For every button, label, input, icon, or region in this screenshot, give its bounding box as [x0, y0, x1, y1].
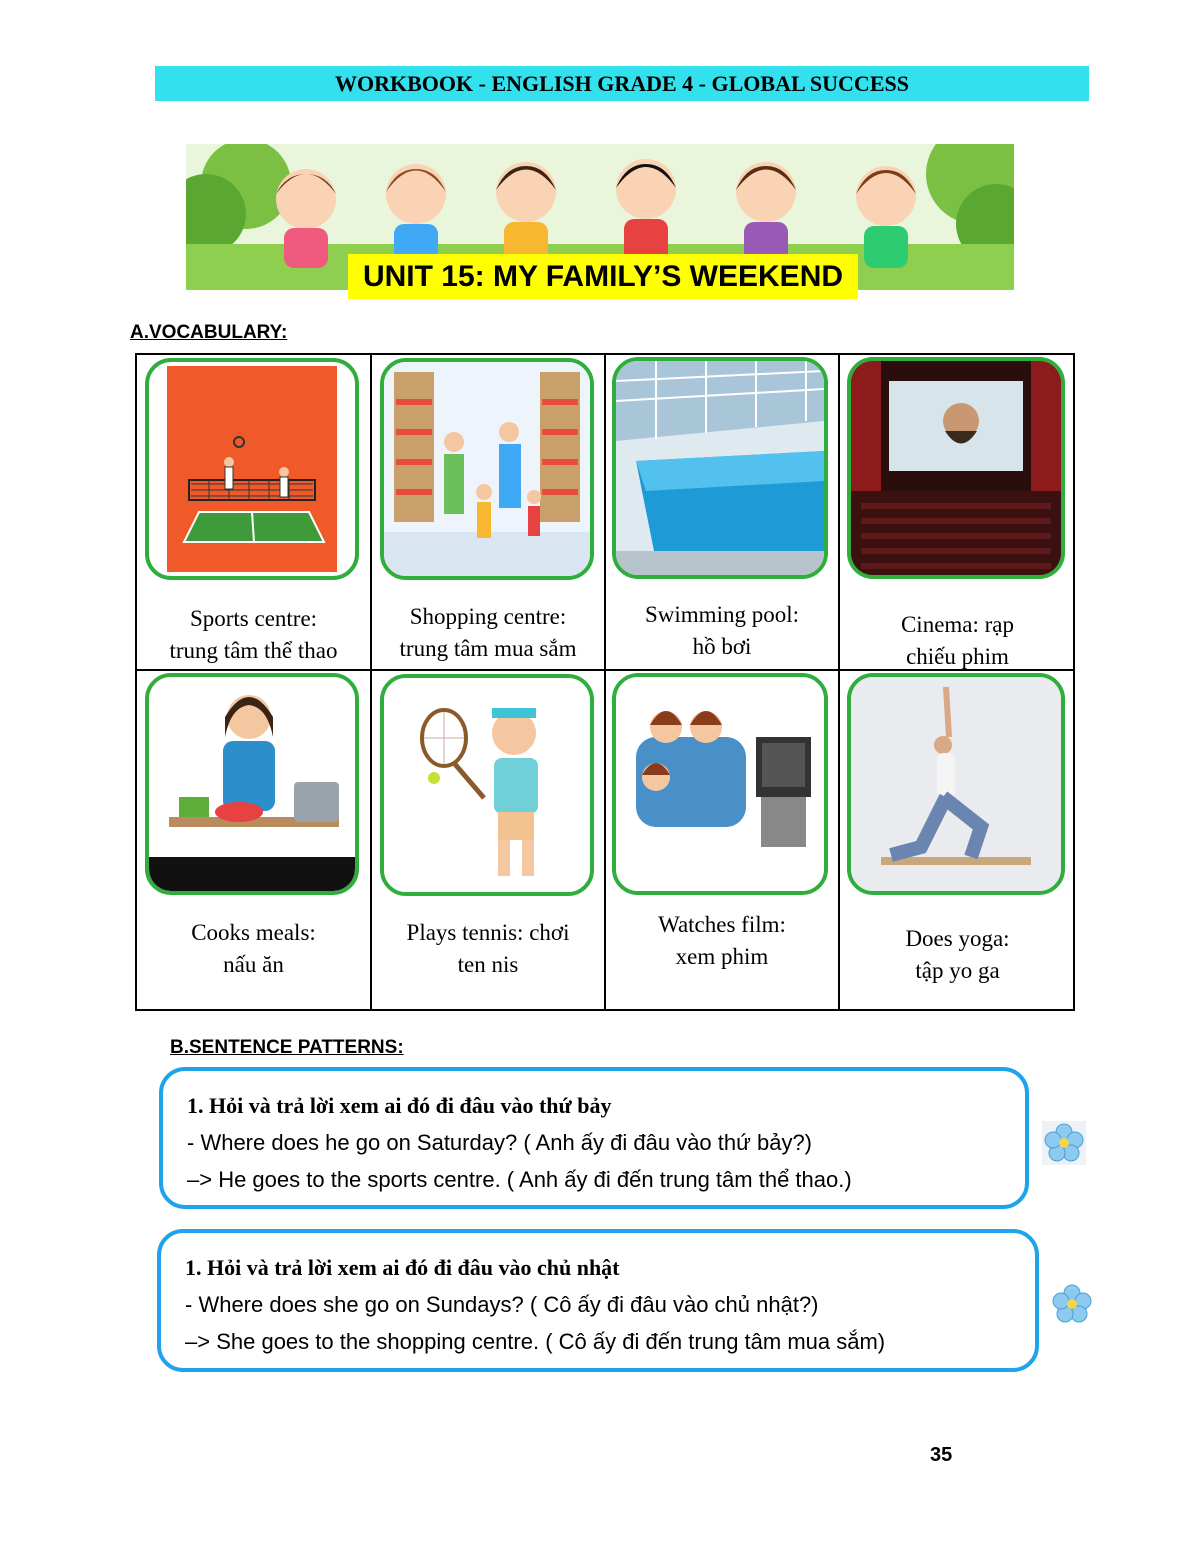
vocab-cell-plays-tennis	[372, 671, 606, 1009]
pattern-answer: –> She goes to the shopping centre. ( Cô ấy đi đến trung tâm mua sắm)	[185, 1329, 886, 1354]
vocab-cell-shopping-centre	[372, 355, 606, 671]
flower-icon	[1042, 1121, 1086, 1165]
vocab-word: Sports centre:	[189, 606, 318, 631]
vocab-meaning: tập yo ga	[915, 958, 1000, 983]
vocab-caption	[840, 923, 1075, 987]
pattern-question: - Where does he go on Saturday? ( Anh ấy đi đâu vào thứ bảy?)	[187, 1130, 813, 1155]
pattern-title: 1. Hỏi và trả lời xem ai đó đi đâu vào chủ nhật	[185, 1255, 620, 1280]
page-number: 35	[930, 1444, 953, 1466]
vocab-meaning: hồ bơi	[692, 634, 752, 659]
pattern-box-sunday	[157, 1229, 1039, 1372]
vocab-cell-watches-film	[606, 671, 840, 1009]
vocab-cell-sports-centre	[137, 355, 372, 671]
vocab-word: Shopping centre:	[409, 604, 567, 629]
cinema-icon	[847, 357, 1065, 579]
vocab-word: Plays tennis: chơi	[406, 920, 570, 945]
vocab-caption	[372, 601, 604, 665]
shopping-family-icon	[380, 358, 594, 580]
vocab-cell-swimming-pool	[606, 355, 840, 671]
vocab-caption	[606, 599, 838, 663]
vocab-word: Cinema: rạp	[900, 612, 1015, 637]
swimming-pool-icon	[612, 357, 828, 579]
vocab-meaning: xem phim	[675, 944, 769, 969]
pattern-box-saturday	[159, 1067, 1029, 1209]
pattern-answer: –> He goes to the sports centre. ( Anh ấy đi đến trung tâm thể thao.)	[187, 1167, 852, 1192]
vocab-word: Watches film:	[658, 912, 786, 937]
kids-watching-tv-icon	[612, 673, 828, 895]
vocab-caption	[840, 609, 1075, 673]
vocab-meaning: nấu ăn	[223, 952, 284, 977]
workbook-header: WORKBOOK - ENGLISH GRADE 4 - GLOBAL SUCCESS	[155, 66, 1089, 101]
cooking-woman-icon	[145, 673, 359, 895]
vocab-meaning: ten nis	[457, 952, 519, 977]
vocab-caption	[137, 603, 370, 667]
vocabulary-table	[135, 353, 1075, 1011]
vocab-cell-cooks-meals	[137, 671, 372, 1009]
tennis-court-icon	[145, 358, 359, 580]
vocab-caption	[137, 917, 370, 981]
vocab-caption	[372, 917, 604, 981]
vocab-word: Cooks meals:	[191, 920, 316, 945]
flower-icon	[1050, 1282, 1094, 1326]
vocabulary-section-title: A.VOCABULARY:	[130, 322, 288, 343]
vocab-cell-cinema	[840, 355, 1075, 671]
vocab-meaning: trung tâm mua sắm	[399, 636, 577, 661]
vocab-word: Does yoga:	[905, 926, 1010, 951]
pattern-question: - Where does she go on Sundays? ( Cô ấy đi đâu vào chủ nhật?)	[185, 1292, 819, 1317]
yoga-pose-icon	[847, 673, 1065, 895]
tennis-boy-icon	[380, 674, 594, 896]
vocab-cell-does-yoga	[840, 671, 1075, 1009]
unit-title: UNIT 15: MY FAMILY’S WEEKEND	[348, 254, 858, 299]
vocab-word: Swimming pool:	[645, 602, 799, 627]
vocab-caption	[606, 909, 838, 973]
vocab-meaning: trung tâm thể thao	[169, 638, 338, 663]
patterns-section-title: B.SENTENCE PATTERNS:	[170, 1037, 404, 1058]
pattern-title: 1. Hỏi và trả lời xem ai đó đi đâu vào thứ bảy	[187, 1093, 612, 1118]
vocab-meaning: chiếu phim	[906, 644, 1009, 669]
